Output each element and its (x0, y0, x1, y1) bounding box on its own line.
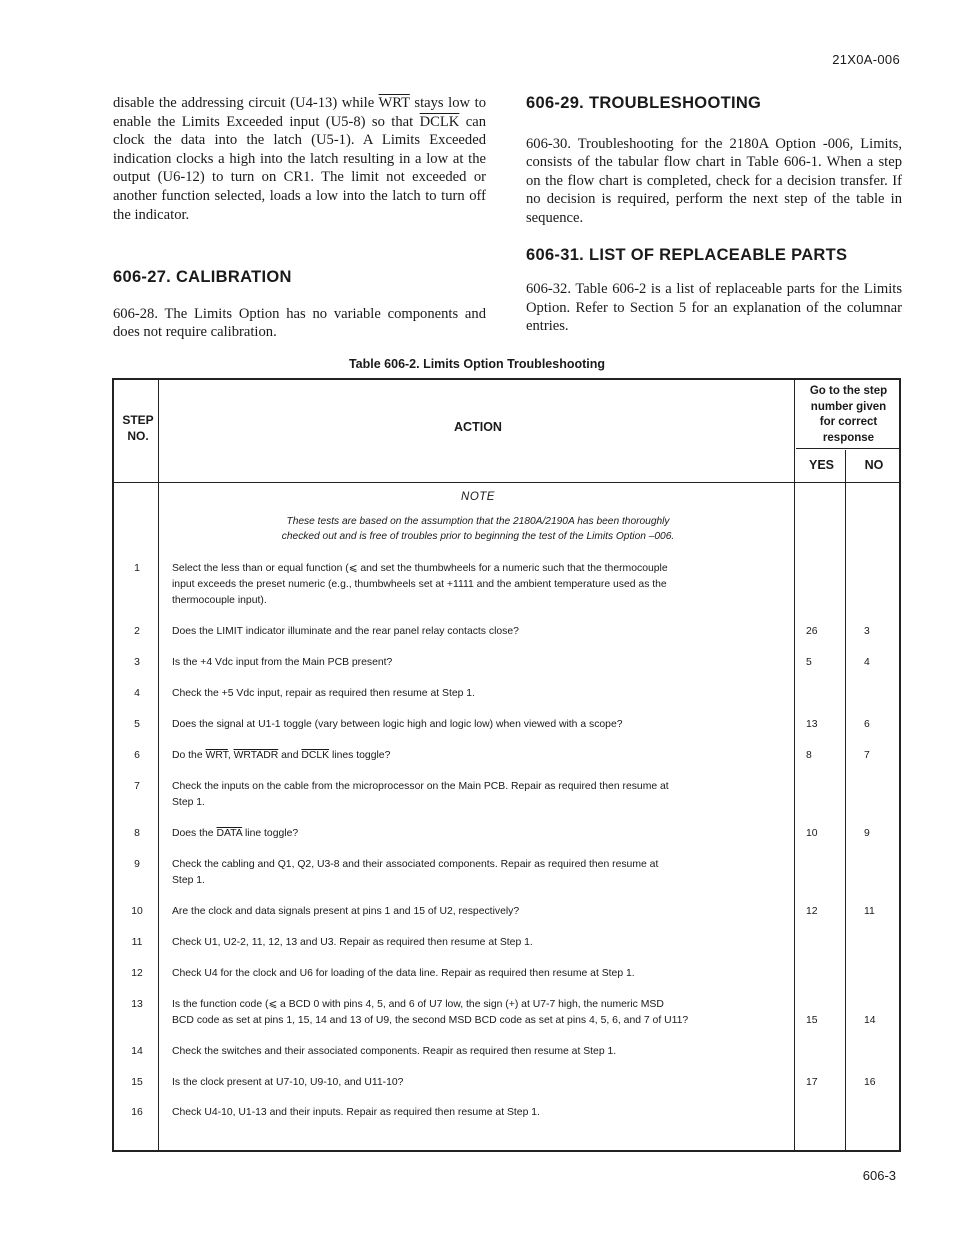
troubleshooting-table (112, 378, 901, 1152)
note-text (160, 514, 796, 544)
header-text: STEP (122, 413, 154, 427)
yes-step: 10 (806, 828, 818, 839)
action-line: input exceeds the preset numeric (e.g., thumbwheels set at +1111 and the ambient temperature used as the (172, 579, 667, 590)
action-line: Step 1. (172, 797, 205, 808)
text-run: , (227, 750, 234, 761)
replaceable-parts-paragraph: 606-32. Table 606-2 is a list of replaceable parts for the Limits Option. Refer to Section 5 for an explanation of the columnar entries. (526, 281, 902, 335)
action-text: Check U4-10, U1-13 and their inputs. Repair as required then resume at Step 1. (172, 1107, 540, 1118)
header-subdivider (796, 448, 899, 449)
step-number: 2 (134, 626, 140, 637)
no-step: 6 (864, 719, 870, 730)
troubleshooting-heading: 606-29. TROUBLESHOOTING (526, 94, 762, 112)
note-line: checked out and is free of troubles prior to beginning the test of the Limits Option –006. (281, 531, 675, 542)
step-number: 4 (134, 688, 140, 699)
action-text: Check the +5 Vdc input, repair as required then resume at Step 1. (172, 688, 475, 699)
text-run: Do the (172, 750, 206, 761)
header-text: number given (810, 400, 887, 413)
step-number: 11 (131, 937, 143, 948)
action-text (172, 997, 772, 1029)
no-step: 7 (864, 750, 870, 761)
signal-name-wrtadr: WRTADR (233, 750, 279, 761)
text-run: line toggle? (242, 828, 299, 839)
signal-name-wrt: $\overline{WRT}$ (378, 95, 410, 111)
action-text: Is the +4 Vdc input from the Main PCB present? (172, 657, 393, 668)
signal-name-dclk: DCLK (419, 113, 460, 130)
yes-step: 13 (806, 719, 818, 730)
action-text (172, 826, 772, 842)
text-run: Does the (172, 828, 217, 839)
action-line: Select the less than or equal function (⩽ and set the thumbwheels for a numeric such that the thermocouple (172, 563, 668, 574)
no-step: 9 (864, 828, 870, 839)
header-text: response (822, 431, 875, 444)
header-goto-step (796, 384, 901, 446)
action-text: Check the switches and their associated components. Reapir as required then resume at Step 1. (172, 1046, 617, 1057)
no-step: 14 (864, 1015, 876, 1026)
step-number: 7 (134, 781, 140, 792)
note-line: These tests are based on the assumption that the 2180A/2190A has been thoroughly (286, 516, 670, 527)
text-run: and (278, 750, 302, 761)
yes-step: 5 (806, 657, 812, 668)
page-number: 606-3 (862, 1168, 896, 1183)
signal-name-dclk: DCLK (301, 750, 330, 761)
text-run: can clock the data into the latch (U5-1). A Limits Exceeded indication clocks a high into the latch resulting in a low at the output (U6-12) to turn on CR1. The limit not exceeded or another function selected, loads a low into the latch to turn off the indicator. (113, 113, 486, 223)
continuation-paragraph (113, 94, 486, 224)
header-text: for correct (819, 416, 878, 428)
yes-step: 15 (806, 1015, 818, 1026)
header-action: ACTION (454, 420, 502, 434)
action-text: Is the clock present at U7-10, U9-10, and U11-10? (172, 1077, 404, 1088)
no-step: 4 (864, 657, 870, 668)
step-number: 5 (134, 719, 140, 730)
calibration-paragraph: 606-28. The Limits Option has no variable components and does not require calibration. (113, 305, 486, 341)
header-yes: YES (808, 458, 834, 472)
no-step: 3 (864, 626, 870, 637)
no-step: 16 (864, 1077, 876, 1088)
left-column (113, 94, 486, 342)
action-text: Does the LIMIT indicator illuminate and the rear panel relay contacts close? (172, 626, 519, 637)
action-line: Step 1. (172, 875, 205, 886)
action-line: Is the function code (⩽ a BCD 0 with pins 4, 5, and 6 of U7 low, the sign (+) at U7-7 high, the numeric MSD (172, 999, 664, 1010)
calibration-heading: 606-27. CALIBRATION (113, 268, 292, 287)
step-number: 1 (134, 563, 140, 574)
note-title: NOTE (461, 491, 495, 503)
signal-name-data: DATA (216, 828, 243, 839)
action-text (172, 857, 772, 889)
action-text (172, 748, 772, 764)
action-text (172, 561, 772, 609)
header-step-no (118, 412, 158, 444)
troubleshooting-paragraph: 606-30. Troubleshooting for the 2180A Option -006, Limits, consists of the tabular flow chart in Table 606-1. When a step on the flow chart is completed, check for a decision transfer. If no decision is required, perform the next step of the table in sequence. (526, 135, 902, 226)
header-text: Go to the step (809, 385, 888, 397)
action-text: Are the clock and data signals present at pins 1 and 15 of U2, respectively? (172, 906, 520, 917)
header-text: NO. (127, 429, 149, 443)
action-text (172, 779, 772, 811)
column-divider (158, 380, 159, 1150)
yes-step: 12 (806, 906, 818, 917)
step-number: 12 (131, 968, 143, 979)
no-step: 11 (864, 906, 875, 917)
header-divider (114, 482, 899, 483)
step-number: 8 (134, 828, 140, 839)
action-line: Check the cabling and Q1, Q2, U3-8 and their associated components. Repair as required then resume at (172, 859, 659, 870)
step-number: 16 (131, 1107, 143, 1118)
action-text: Check U4 for the clock and U6 for loading of the data line. Repair as required then resume at Step 1. (172, 968, 635, 979)
replaceable-parts-heading: 606-31. LIST OF REPLACEABLE PARTS (526, 245, 848, 264)
right-column (526, 94, 902, 336)
step-number: 14 (131, 1046, 143, 1057)
step-number: 6 (134, 750, 140, 761)
step-number: 13 (131, 999, 143, 1010)
step-number: 15 (131, 1077, 143, 1088)
action-text: Does the signal at U1-1 toggle (vary between logic high and logic low) when viewed with a scope? (172, 719, 623, 730)
step-number: 10 (131, 906, 143, 917)
action-text: Check U1, U2-2, 11, 12, 13 and U3. Repair as required then resume at Step 1. (172, 937, 533, 948)
action-line: BCD code as set at pins 1, 15, 14 and 13 of U9, the second MSD BCD code as set at pins 4, 5, 6, and 7 of U11? (172, 1015, 689, 1026)
step-number: 9 (134, 859, 140, 870)
document-number: 21X0A-006 (832, 52, 900, 67)
step-number: 3 (134, 657, 140, 668)
yes-step: 8 (806, 750, 812, 761)
action-line: thermocouple input). (172, 595, 267, 606)
text-run: disable the addressing circuit (U4-13) while (113, 95, 379, 111)
table-title: Table 606-2. Limits Option Troubleshooting (348, 357, 606, 371)
header-no: NO (864, 458, 884, 472)
text-run: lines toggle? (329, 750, 391, 761)
yes-step: 26 (806, 626, 818, 637)
action-line: Check the inputs on the cable from the microprocessor on the Main PCB. Repair as required then resume at (172, 781, 669, 792)
yes-step: 17 (806, 1077, 818, 1088)
column-divider (845, 450, 846, 1150)
text-run: stays low to enable the Limits Exceeded input (U5-8) so that (113, 95, 487, 130)
signal-name-wrt: $\overline{WRT}$ (205, 750, 228, 761)
